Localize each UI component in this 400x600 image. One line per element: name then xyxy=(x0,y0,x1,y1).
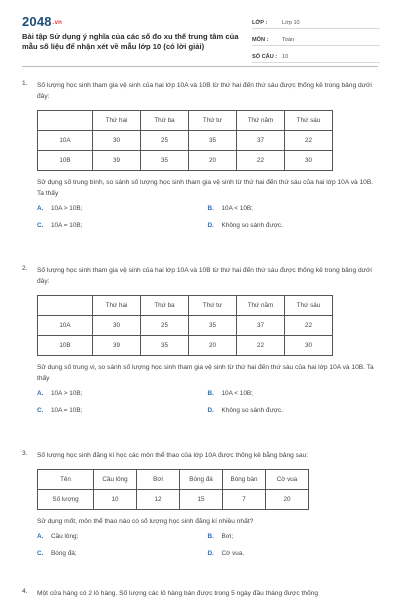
option-text: Không so sánh được. xyxy=(221,222,283,229)
logo-suffix: .vn xyxy=(52,20,63,26)
meta-value: Toán xyxy=(282,37,295,43)
table-cell: 22 xyxy=(237,151,285,171)
table-row xyxy=(38,316,333,336)
table-cell: 20 xyxy=(266,490,309,510)
option-letter: C. xyxy=(37,407,44,414)
table-cell: 37 xyxy=(237,131,285,151)
table-cell: 22 xyxy=(285,131,333,151)
meta-row-count xyxy=(252,49,380,63)
option-text: Bóng đá; xyxy=(51,550,77,557)
answer-option-c[interactable] xyxy=(37,407,208,414)
answer-option-a[interactable] xyxy=(37,533,208,540)
table-cell: Số lượng xyxy=(38,490,94,510)
table-header-row xyxy=(38,296,333,316)
table-cell: 22 xyxy=(285,316,333,336)
answer-option-d[interactable] xyxy=(208,550,379,557)
option-text: Cầu lông; xyxy=(51,533,79,540)
option-letter: C. xyxy=(37,550,44,557)
table-cell: 35 xyxy=(189,131,237,151)
meta-value: 10 xyxy=(282,54,289,60)
option-letter: A. xyxy=(37,533,44,540)
question-number: 4. xyxy=(22,588,28,595)
meta-value: Lớp 10 xyxy=(282,20,300,26)
table-cell: 20 xyxy=(189,336,237,356)
logo-text: 2048 xyxy=(22,14,52,29)
option-letter: D. xyxy=(207,550,214,557)
meta-label: LỚP : xyxy=(252,20,268,26)
table-cell: Cầu lông xyxy=(94,470,137,490)
table-header-row xyxy=(38,470,309,490)
table-cell: Bóng bàn xyxy=(223,470,266,490)
question-text: Một cửa hàng có 2 lô hàng. Số lượng các lô hàng bán được trong 5 ngày đầu tháng được thống xyxy=(37,590,319,597)
table-cell: Tên xyxy=(38,470,94,490)
meta-label: SỐ CÂU : xyxy=(252,54,278,60)
option-text: Cờ vua. xyxy=(221,550,245,557)
table-cell: 7 xyxy=(223,490,266,510)
table-cell: 35 xyxy=(189,316,237,336)
table-row xyxy=(38,131,333,151)
table-cell: 20 xyxy=(189,151,237,171)
table-cell: Thứ năm xyxy=(237,111,285,131)
data-table xyxy=(37,295,333,356)
table-cell: 37 xyxy=(237,316,285,336)
question-prompt: Sử dụng mốt, môn thể thao nào có số lượng học sinh đăng kí nhiều nhất? xyxy=(37,518,254,525)
data-table xyxy=(37,110,333,171)
option-text: Không so sánh được. xyxy=(221,407,283,414)
answer-option-d[interactable] xyxy=(208,222,379,229)
question-text: Số lượng học sinh đăng kí học các môn thể thao của lớp 10A được thống kê bằng bảng sau: xyxy=(37,452,309,459)
table-cell: 30 xyxy=(285,336,333,356)
table-cell: Thứ sáu xyxy=(285,111,333,131)
table-header-row xyxy=(38,111,333,131)
option-text: 10A = 10B; xyxy=(51,407,83,414)
table-cell: 39 xyxy=(93,336,141,356)
question-4 xyxy=(22,588,378,600)
table-row xyxy=(38,490,309,510)
question-text: Số lượng học sinh tham gia vệ sinh của hai lớp 10A và 10B từ thứ hai đến thứ sáu được thống kê trong bảng dưới đây: xyxy=(37,82,372,100)
meta-row-subject xyxy=(252,32,380,46)
option-text: Bơi; xyxy=(221,533,234,540)
table-row xyxy=(38,151,333,171)
option-text: 10A > 10B; xyxy=(51,390,83,397)
option-text: 10A > 10B; xyxy=(51,205,83,212)
question-prompt: Sử dụng số trung vị, so sánh số lượng học sinh tham gia vệ sinh từ thứ hai đến thứ sáu của hai lớp 10A và 10B. Ta thấy xyxy=(37,364,374,382)
option-letter: B. xyxy=(207,205,214,212)
table-cell: Thứ ba xyxy=(141,111,189,131)
table-cell xyxy=(38,111,93,131)
answer-options xyxy=(37,390,378,424)
table-cell: Bóng đá xyxy=(180,470,223,490)
table-cell: Thứ hai xyxy=(93,111,141,131)
option-letter: A. xyxy=(37,205,44,212)
answer-option-d[interactable] xyxy=(208,407,379,414)
table-cell: 22 xyxy=(237,336,285,356)
question-2 xyxy=(22,265,378,424)
table-cell: 10B xyxy=(38,336,93,356)
document-title: Bài tập Sử dụng ý nghĩa của các số đo xu thế trung tâm của mẫu số liệu để nhận xét về mẫu lớp 10 (có lời giải) xyxy=(22,32,239,51)
table-cell: 12 xyxy=(137,490,180,510)
answer-option-b[interactable] xyxy=(208,533,379,540)
answer-option-a[interactable] xyxy=(37,205,208,212)
table-cell xyxy=(38,296,93,316)
option-letter: D. xyxy=(207,222,214,229)
answer-option-b[interactable] xyxy=(208,390,379,397)
table-cell: Thứ tư xyxy=(189,111,237,131)
table-cell: Thứ năm xyxy=(237,296,285,316)
site-logo[interactable] xyxy=(22,14,62,29)
table-cell: Bơi xyxy=(137,470,180,490)
answer-option-b[interactable] xyxy=(208,205,379,212)
table-cell: 35 xyxy=(141,336,189,356)
question-number: 1. xyxy=(22,80,28,87)
table-cell: 30 xyxy=(93,316,141,336)
table-cell: 30 xyxy=(285,151,333,171)
table-cell: Thứ hai xyxy=(93,296,141,316)
answer-options xyxy=(37,205,378,239)
answer-option-c[interactable] xyxy=(37,550,208,557)
table-cell: Cờ vua xyxy=(266,470,309,490)
table-cell: 35 xyxy=(141,151,189,171)
table-cell: 25 xyxy=(141,131,189,151)
option-text: 10A = 10B; xyxy=(51,222,83,229)
option-text: 10A < 10B; xyxy=(221,205,253,212)
table-cell: 25 xyxy=(141,316,189,336)
table-cell: Thứ ba xyxy=(141,296,189,316)
question-number: 2. xyxy=(22,265,28,272)
data-table xyxy=(37,469,309,510)
option-letter: B. xyxy=(207,390,214,397)
table-cell: 10 xyxy=(94,490,137,510)
option-letter: B. xyxy=(207,533,214,540)
meta-label: MÔN : xyxy=(252,37,269,43)
answer-option-c[interactable] xyxy=(37,222,208,229)
option-letter: C. xyxy=(37,222,44,229)
question-number: 3. xyxy=(22,450,28,457)
answer-options xyxy=(37,533,378,567)
table-cell: 15 xyxy=(180,490,223,510)
question-prompt: Sử dụng số trung bình, so sánh số lượng học sinh tham gia vệ sinh từ thứ hai đến thứ sáu của hai lớp 10A và 10B. Ta thấy xyxy=(37,179,374,197)
option-letter: D. xyxy=(207,407,214,414)
table-row xyxy=(38,336,333,356)
header-divider xyxy=(22,66,378,67)
table-cell: 39 xyxy=(93,151,141,171)
option-text: 10A < 10B; xyxy=(221,390,253,397)
table-cell: 10B xyxy=(38,151,93,171)
option-letter: A. xyxy=(37,390,44,397)
table-cell: Thứ tư xyxy=(189,296,237,316)
document-meta xyxy=(252,15,380,66)
meta-row-class xyxy=(252,15,380,29)
table-cell: 30 xyxy=(93,131,141,151)
question-text: Số lượng học sinh tham gia vệ sinh của hai lớp 10A và 10B từ thứ hai đến thứ sáu được thống kê trong bảng dưới đây: xyxy=(37,267,372,285)
table-cell: 10A xyxy=(38,131,93,151)
table-cell: Thứ sáu xyxy=(285,296,333,316)
question-1 xyxy=(22,80,378,239)
answer-option-a[interactable] xyxy=(37,390,208,397)
table-cell: 10A xyxy=(38,316,93,336)
question-3 xyxy=(22,450,378,567)
